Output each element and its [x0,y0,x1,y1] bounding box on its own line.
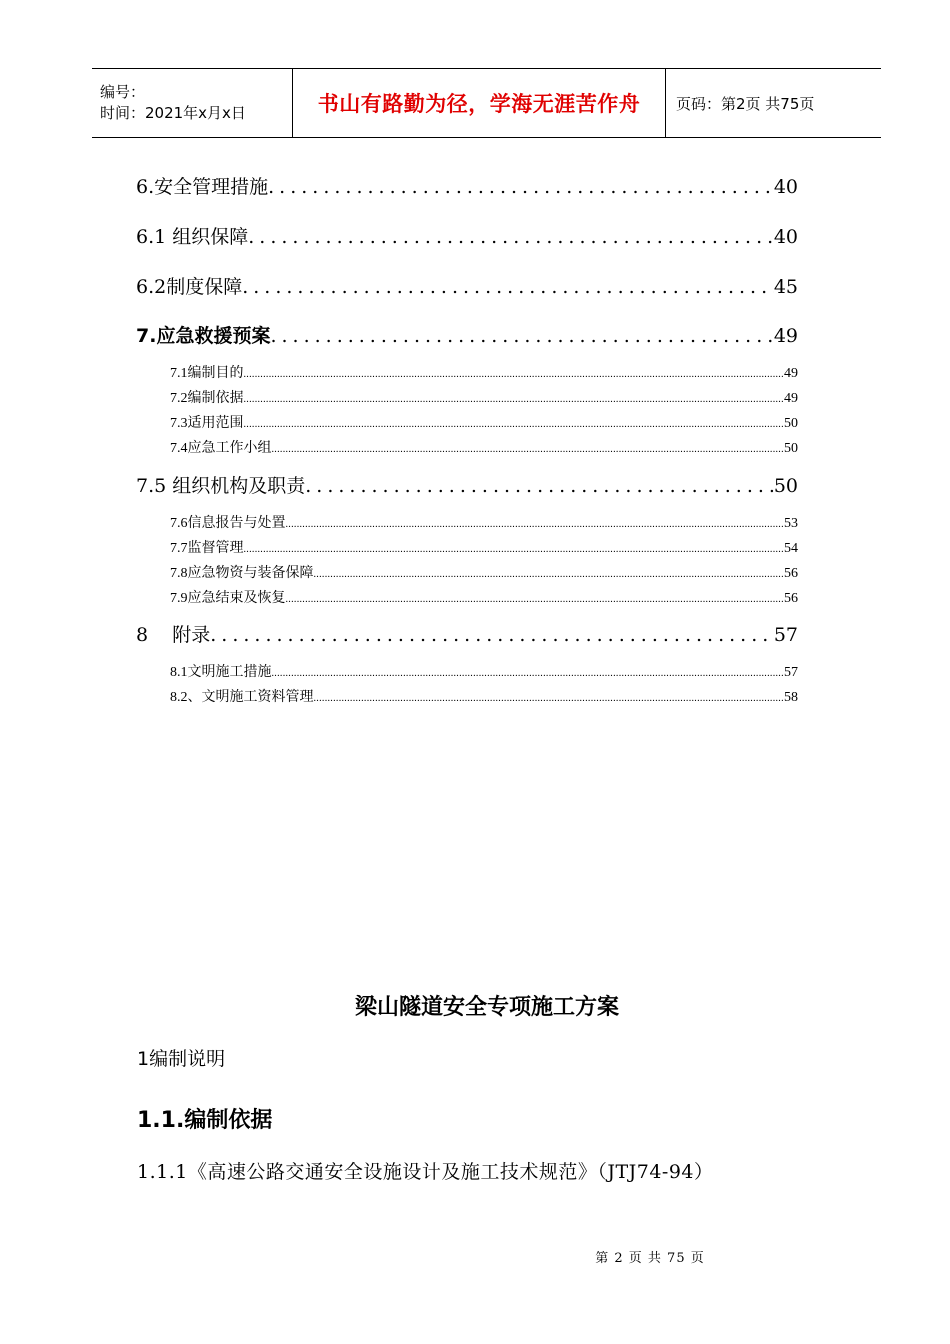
document-title: 梁山隧道安全专项施工方案 [354,995,619,1020]
toc-label: 7.3适用范围 [170,416,244,431]
toc-entry[interactable] [136,222,798,249]
toc-label: 7.2编制依据 [170,391,244,406]
toc-page: 50 [773,475,798,497]
toc-page: 58 [784,690,798,705]
toc-page: 49 [784,366,798,381]
toc-label: 7.9应急结束及恢复 [170,591,286,606]
toc-page: 40 [773,226,798,248]
toc-page: 57 [784,665,798,680]
toc-leader [286,594,785,605]
toc-label: 8.1文明施工措施 [170,665,272,680]
toc-leader [244,544,785,555]
page-footer: 第 2 页 共 75 页 [595,1251,705,1266]
header-page-info: 页码：第2页 共75页 [676,94,815,113]
toc-entry[interactable] [136,272,798,299]
toc-leader [314,569,785,580]
toc-label: 7.6信息报告与处置 [170,516,286,531]
toc-leader [272,668,785,679]
page-header [92,68,881,138]
header-code: 编号： [100,83,146,101]
toc-page: 54 [784,541,798,556]
toc-entry[interactable] [170,686,798,706]
toc-leader [248,226,774,248]
toc-entry[interactable] [170,362,798,382]
toc-label: 7.1编制目的 [170,366,244,381]
toc-label: 6.安全管理措施 [136,176,269,198]
body-paragraph: 1.1.1《高速公路交通安全设施设计及施工技术规范》（JTJ74-94） [137,1161,714,1183]
toc-label: 7.5 组织机构及职责 [136,475,306,497]
toc-entry[interactable] [170,661,798,681]
subsection-heading: 1.1.编制依据 [137,1108,273,1133]
toc-page: 50 [784,441,798,456]
toc-leader [270,325,773,347]
toc-leader [242,276,774,298]
toc-leader [286,519,785,530]
toc-leader [244,394,785,405]
toc-label: 8 附录 [136,624,211,646]
header-motto: 书山有路勤为径，学海无涯苦作舟 [293,69,666,137]
toc-page: 56 [784,591,798,606]
toc-label: 6.2制度保障 [136,276,243,298]
toc-leader [210,624,774,646]
toc-entry[interactable] [136,620,798,647]
toc-entry[interactable] [136,321,798,348]
toc-label: 8.2、文明施工资料管理 [170,690,314,705]
toc-label: 6.1 组织保障 [136,226,249,248]
toc-page: 56 [784,566,798,581]
toc-page: 49 [784,391,798,406]
toc-label: 7.7监督管理 [170,541,244,556]
toc-entry[interactable] [170,587,798,607]
toc-page: 49 [773,325,798,347]
toc-entry[interactable] [136,172,798,199]
toc-page: 57 [773,624,798,646]
toc-leader [305,475,774,497]
toc-entry[interactable] [136,471,798,498]
toc-entry[interactable] [170,537,798,557]
toc-leader [244,419,785,430]
toc-page: 45 [773,276,798,298]
header-meta [92,69,293,137]
toc-entry[interactable] [170,562,798,582]
section-heading: 1编制说明 [137,1048,226,1070]
toc-entry[interactable] [170,387,798,407]
toc-entry[interactable] [170,412,798,432]
toc-label: 7.4应急工作小组 [170,441,272,456]
toc-page: 53 [784,516,798,531]
toc-leader [268,176,774,198]
toc-entry[interactable] [170,512,798,532]
toc-label: 7.8应急物资与装备保障 [170,566,314,581]
header-time: 时间：2021年x月x日 [100,104,246,122]
toc-label: 7.应急救援预案 [136,325,271,347]
toc-leader [314,693,785,704]
toc-page: 50 [784,416,798,431]
toc-entry[interactable] [170,437,798,457]
toc-page: 40 [773,176,798,198]
toc-leader [272,444,785,455]
toc-leader [244,369,785,380]
